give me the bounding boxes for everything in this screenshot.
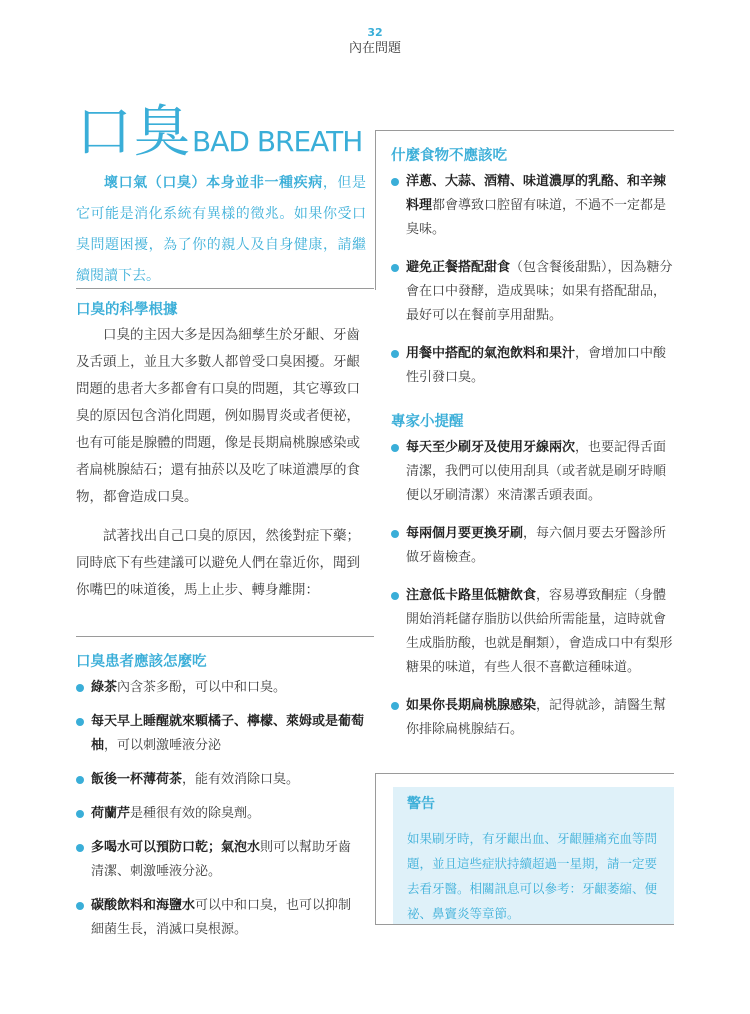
item-text: ，可以刺激唾液分泌 <box>104 738 222 753</box>
item-bold: 每兩個月要更換牙刷 <box>406 526 524 541</box>
article-title <box>76 88 362 168</box>
list-item <box>76 802 364 826</box>
bullet-icon <box>76 902 84 910</box>
intro-bold: 壞口氣（口臭）本身並非一種疾病 <box>104 175 323 191</box>
running-title: 內在問題 <box>348 41 401 56</box>
item-text: ，記得就診，請醫生幫你排除扁桃腺結石。 <box>406 698 667 737</box>
list-item <box>76 768 364 792</box>
list-item <box>391 436 675 508</box>
bullet-icon <box>391 444 399 452</box>
bullet-icon <box>76 684 84 692</box>
item-bold: 避免正餐搭配甜食 <box>406 260 511 275</box>
item-bold: 注意低卡路里低糖飲食 <box>406 588 537 603</box>
column-divider-bottom <box>375 773 376 925</box>
item-text: ，也要記得舌面清潔，我們可以使用刮具（或者就是刷牙時順便以牙刷清潔）來清潔舌頭表面。 <box>406 440 667 503</box>
warning-text: 如果刷牙時，有牙齦出血、牙齦腫痛充血等問題，並且這些症狀持續超過一星期，請一定要去看牙醫。相關訊息可以參考：牙齦萎縮、便祕、鼻竇炎等章節。 <box>407 831 658 921</box>
page-header <box>0 26 750 58</box>
item-bold: 飯後一杯薄荷茶 <box>91 772 183 787</box>
intro-paragraph <box>76 168 366 292</box>
list-item <box>391 584 675 680</box>
bullet-icon <box>391 264 399 272</box>
intro-rest: ，但是它可能是消化系統有異樣的徵兆。如果你受口臭問題困擾，為了你的親人及自身健康，請繼續閱讀下去。 <box>76 175 367 284</box>
divider-left-1 <box>76 288 374 289</box>
bullet-icon <box>76 844 84 852</box>
list-item <box>391 170 675 242</box>
divider-right-top <box>375 130 674 131</box>
list-item <box>391 342 675 390</box>
item-bold: 荷蘭芹 <box>91 806 131 821</box>
avoid-list <box>391 170 675 390</box>
list-item <box>391 694 675 742</box>
avoid-heading: 什麼食物不應該吃 <box>391 148 507 164</box>
tips-heading: 專家小提醒 <box>391 414 464 430</box>
bullet-icon <box>391 350 399 358</box>
warning-title: 警告 <box>407 796 435 812</box>
item-text: ，容易導致酮症（身體開始消耗儲存脂肪以供給所需能量，這時就會生成脂肪酸，也就是酮類），會造成口中有梨形糖果的味道，有些人很不喜歡這種味道。 <box>406 588 673 675</box>
item-text: ，會增加口中酸性引發口臭。 <box>406 346 667 385</box>
science-heading: 口臭的科學根據 <box>76 302 178 318</box>
item-text: ，每六個月要去牙醫診所做牙齒檢查。 <box>406 526 667 565</box>
column-divider-top <box>375 130 376 290</box>
bullet-icon <box>391 530 399 538</box>
science-body <box>76 322 360 604</box>
item-bold: 用餐中搭配的氣泡飲料和果汁 <box>406 346 576 361</box>
item-text: 內含茶多酚，可以中和口臭。 <box>117 680 287 695</box>
item-text: 都會導致口腔留有味道，不過不一定都是臭味。 <box>406 198 667 237</box>
list-item <box>76 894 364 942</box>
item-bold: 如果你長期扁桃腺感染 <box>406 698 537 713</box>
science-paragraph-1: 口臭的主因大多是因為細孳生於牙齦、牙齒及舌頭上，並且大多數人都曾受口臭困擾。牙齦問題的患者大多都會有口臭的問題，其它導致口臭的原因包含消化問題，例如腸胃炎或者便祕，也有可能是腺體的問題，像是長期扁桃腺感染或者扁桃腺結石；還有抽菸以及吃了味道濃厚的食物，都會造成口臭。 <box>76 327 360 505</box>
title-english: BAD BREATH <box>192 125 363 158</box>
bullet-icon <box>76 810 84 818</box>
tips-list <box>391 436 675 742</box>
list-item <box>76 710 364 758</box>
title-chinese: 口臭 <box>76 100 192 165</box>
item-bold: 每天至少刷牙及使用牙線兩次 <box>406 440 576 455</box>
item-text: 是種很有效的除臭劑。 <box>130 806 261 821</box>
eat-heading: 口臭患者應該怎麼吃 <box>76 654 207 670</box>
item-text: ，能有效消除口臭。 <box>182 772 300 787</box>
bullet-icon <box>76 718 84 726</box>
item-text: （包含餐後甜點），因為糖分會在口中發酵，造成異味；如果有搭配甜品，最好可以在餐前享用甜點。 <box>406 260 673 323</box>
list-item <box>76 836 364 884</box>
item-text: 則可以幫助牙齒清潔、刺激唾液分泌。 <box>91 840 352 879</box>
item-bold: 每天早上睡醒就來顆橘子、檸檬、萊姆或是葡萄柚 <box>91 714 365 753</box>
list-item <box>391 256 675 328</box>
item-bold: 洋蔥、大蒜、酒精、味道濃厚的乳酪、和辛辣料理 <box>406 174 667 213</box>
bullet-icon <box>391 178 399 186</box>
divider-right-mid <box>375 773 674 774</box>
bullet-icon <box>391 702 399 710</box>
item-bold: 多喝水可以預防口乾；氣泡水 <box>91 840 261 855</box>
item-text: 可以中和口臭，也可以抑制細菌生長，消滅口臭根源。 <box>91 898 352 937</box>
warning-box <box>393 787 674 924</box>
divider-left-2 <box>76 636 374 637</box>
item-bold: 綠茶 <box>91 680 118 695</box>
list-item <box>391 522 675 570</box>
list-item <box>76 676 364 700</box>
item-bold: 碳酸飲料和海鹽水 <box>91 898 196 913</box>
eat-list <box>76 676 364 942</box>
bullet-icon <box>391 592 399 600</box>
page-number: 32 <box>367 26 383 39</box>
science-paragraph-2: 試著找出自己口臭的原因，然後對症下藥；同時底下有些建議可以避免人們在靠近你，聞到你嘴巴的味道後，馬上止步、轉身離開： <box>76 528 360 598</box>
bullet-icon <box>76 776 84 784</box>
